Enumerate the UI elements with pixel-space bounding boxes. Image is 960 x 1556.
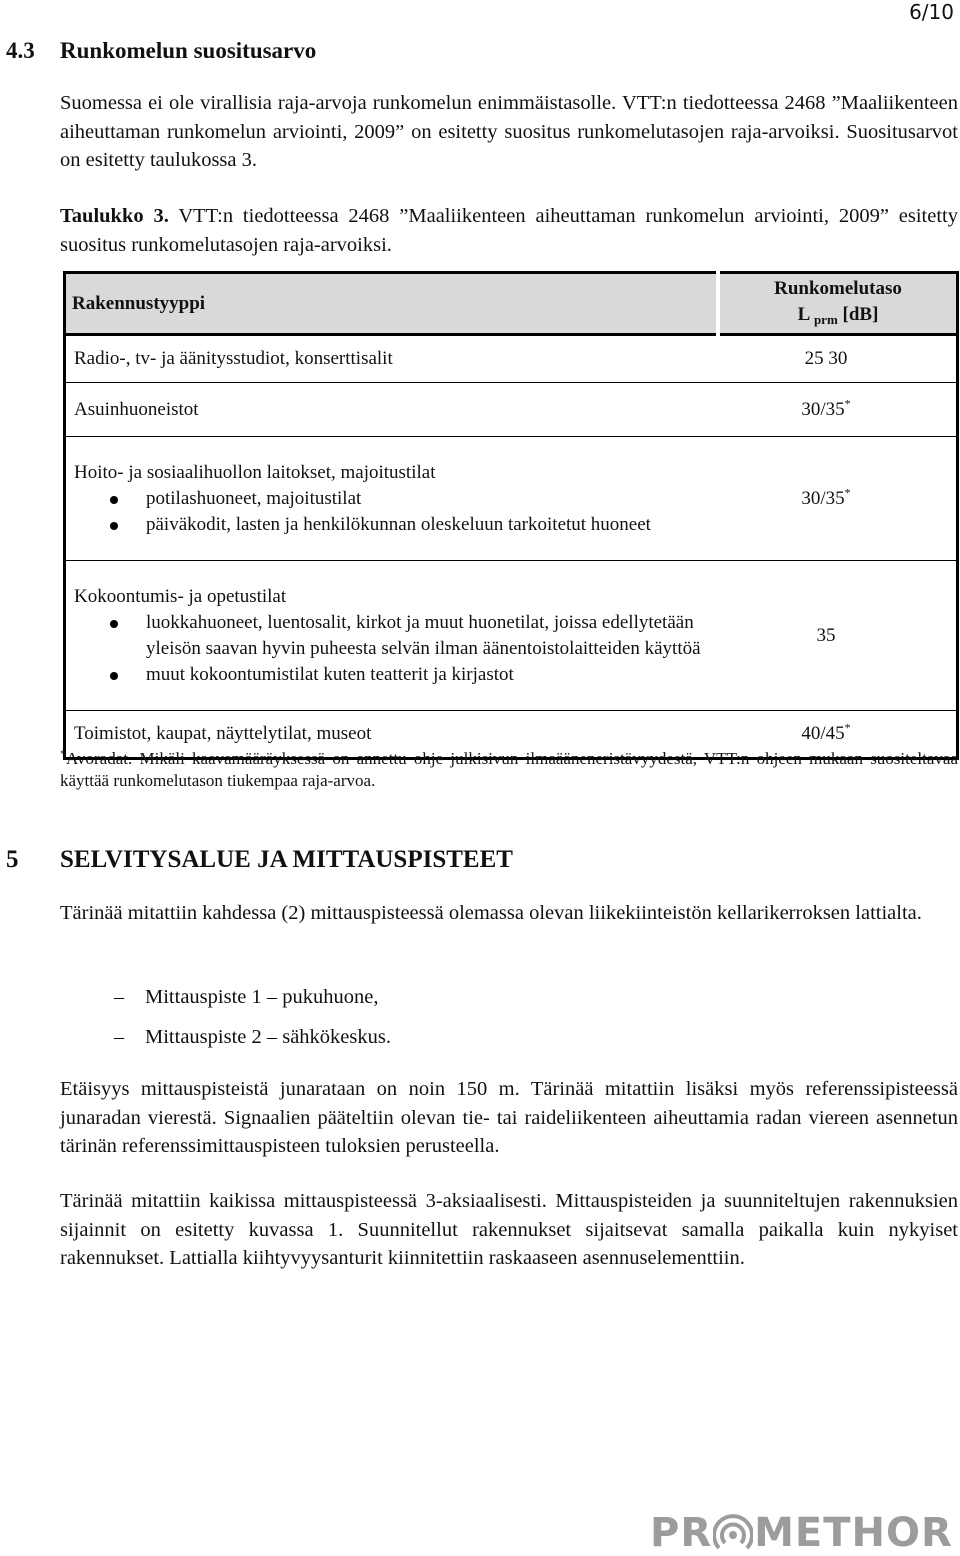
row-bullet-list bbox=[74, 486, 710, 538]
list-item: luokkahuoneet, luentosalit, kirkot ja muut huonetilat, joissa edellytetään yleisön saavan hyvin puheesta selvän ilman äänentoistolaitteiden käyttöä bbox=[146, 610, 710, 662]
row-type: Kokoontumis- ja opetustilat bbox=[74, 585, 287, 607]
row-bullet-list bbox=[74, 610, 710, 688]
logo-text-left: PR bbox=[650, 1510, 713, 1556]
table-row bbox=[65, 383, 958, 437]
list-item-text: Mittauspiste 1 – pukuhuone, bbox=[145, 985, 379, 1008]
list-item: muut kokoontumistilat kuten teatterit ja kirjastot bbox=[146, 662, 710, 688]
table-row bbox=[65, 437, 958, 561]
list-item bbox=[114, 1017, 391, 1057]
footnote-mark: * bbox=[60, 746, 66, 761]
header-level-symbol: L bbox=[797, 304, 810, 325]
footnote-text: Avoradat. Mikäli kaavamääräyksessä on annettu ohje julkisivun ilmaääneneristävyydestä, VTT:n ohjeen mukaan suositeltavaa käyttää runkomelutason tiukempaa raja-arvoa. bbox=[60, 749, 958, 790]
row-value bbox=[718, 561, 958, 711]
section-number: 5 bbox=[6, 846, 19, 873]
row-type: Toimistot, kaupat, näyttelytilat, museot bbox=[65, 711, 719, 759]
footnote-star: * bbox=[844, 485, 851, 500]
list-item: potilashuoneet, majoitustilat bbox=[146, 486, 710, 512]
header-level-unit bbox=[726, 302, 950, 333]
section-number: 4.3 bbox=[6, 38, 35, 63]
logo-text-right: METHOR bbox=[754, 1510, 953, 1556]
list-item bbox=[114, 977, 391, 1017]
table-row bbox=[65, 561, 958, 711]
paragraph-measurement-points: Tärinää mitattiin kahdessa (2) mittauspisteessä olemassa olevan liikekiinteistön kellarikerroksen lattialta. bbox=[60, 902, 922, 924]
company-logo bbox=[650, 1510, 953, 1556]
row-type: Hoito- ja sosiaalihuollon laitokset, majoitustilat bbox=[74, 461, 436, 483]
section-heading-5 bbox=[6, 846, 513, 874]
row-value bbox=[718, 437, 958, 561]
footnote-star: * bbox=[844, 720, 851, 735]
dash-bullet: – bbox=[114, 985, 125, 1008]
row-type-cell bbox=[65, 437, 719, 561]
row-type: Radio-, tv- ja äänitysstudiot, konserttisalit bbox=[65, 335, 719, 383]
header-level-db: [dB] bbox=[842, 304, 879, 325]
row-type: Asuinhuoneistot bbox=[65, 383, 719, 437]
row-type-cell bbox=[65, 561, 719, 711]
row-value bbox=[718, 383, 958, 437]
dash-bullet: – bbox=[114, 1025, 125, 1048]
intro-paragraph: Suomessa ei ole virallisia raja-arvoja runkomelun enimmäistasolle. VTT:n tiedotteessa 2468 ”Maaliikenteen aiheuttaman runkomelun arviointi, 2009” on esitetty suositus runkomelutasojen raja-arvoiksi. Suositusarvot on esitetty taulukossa 3. bbox=[60, 92, 958, 172]
section-title: Runkomelun suositusarvo bbox=[60, 38, 317, 63]
header-level bbox=[718, 273, 958, 335]
list-item: päiväkodit, lasten ja henkilökunnan oleskeluun tarkoitetut huoneet bbox=[146, 512, 710, 538]
table-caption-text: VTT:n tiedotteessa 2468 ”Maaliikenteen aiheuttaman runkomelun arviointi, 2009” esitetty suositus runkomelutasojen raja-arvoiksi. bbox=[60, 205, 958, 256]
logo-signal-icon bbox=[713, 1513, 753, 1553]
table-footnote bbox=[60, 748, 958, 792]
row-value-text: 30/35 bbox=[801, 487, 845, 509]
paragraph-method: Tärinää mitattiin kaikissa mittauspisteessä 3-aksiaalisesti. Mittauspisteiden ja suunniteltujen rakennuksien sijainnit on esitetty kuvassa 1. Suunnitellut rakennukset sijaitsevat samalla paikalla kuin nykyiset rakennukset. Lattialla kiihtyvyysanturit kiinnitettiin raskaaseen asennuselementtiin. bbox=[60, 1190, 958, 1270]
row-value bbox=[718, 335, 958, 383]
limit-values-table bbox=[63, 271, 959, 760]
header-level-title: Runkomelutaso bbox=[774, 278, 902, 299]
page-number: 6/10 bbox=[909, 0, 954, 24]
row-value-text: 30/35 bbox=[801, 398, 845, 420]
list-item-text: Mittauspiste 2 – sähkökeskus. bbox=[145, 1025, 391, 1048]
section-heading-4-3 bbox=[6, 38, 316, 64]
header-level-subscript: prm bbox=[813, 312, 838, 327]
header-building-type: Rakennustyyppi bbox=[65, 273, 719, 335]
section-title: SELVITYSALUE JA MITTAUSPISTEET bbox=[60, 846, 513, 873]
row-value-text: 25 30 bbox=[804, 348, 848, 369]
table-caption bbox=[60, 202, 958, 259]
table-row bbox=[65, 335, 958, 383]
paragraph-distance: Etäisyys mittauspisteistä junarataan on noin 150 m. Tärinää mitattiin lisäksi myös referenssipisteessä junaradan vierestä. Signaalien pääteltiin olevan tie- tai raideliikenteen aiheuttamia radan viereen asennetun tärinän referenssimittauspisteen tuloksien perusteella. bbox=[60, 1078, 958, 1158]
row-value-text: 35 bbox=[816, 624, 836, 646]
row-value-text: 40/45 bbox=[801, 723, 845, 744]
measurement-point-list bbox=[114, 977, 391, 1057]
table-caption-label: Taulukko 3. bbox=[60, 205, 169, 227]
footnote-star: * bbox=[844, 396, 851, 411]
